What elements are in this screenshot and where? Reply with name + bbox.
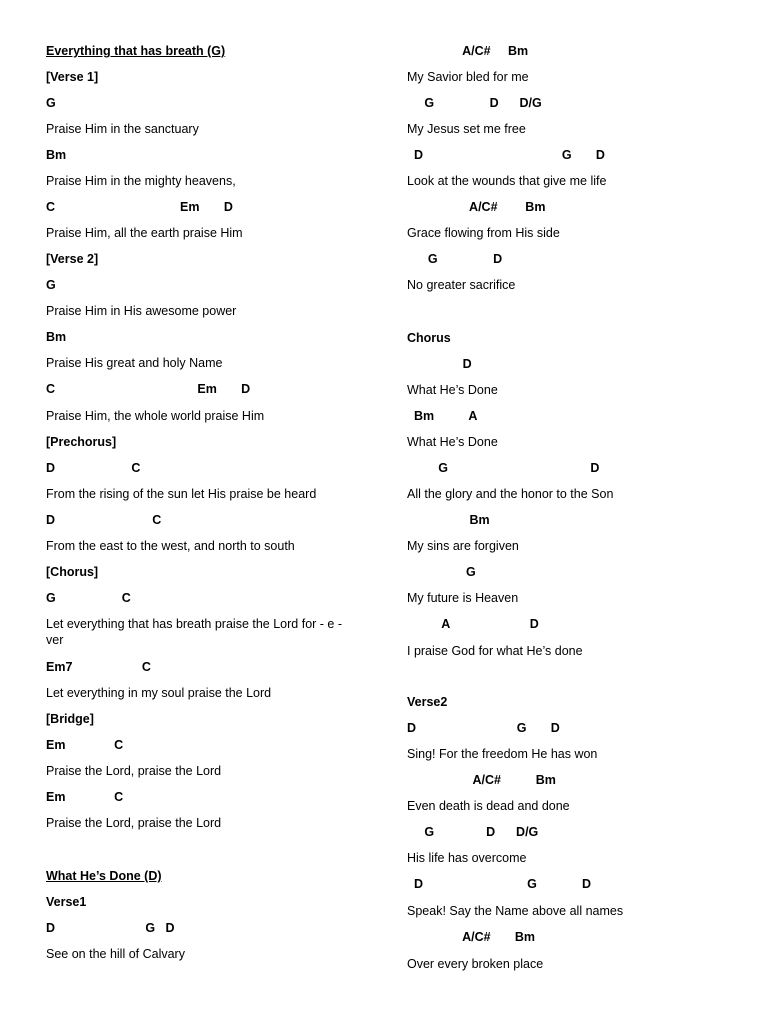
chord-line: A/C# Bm [407, 44, 529, 58]
lyric-line: Let everything in my soul praise the Lord [46, 686, 272, 700]
chord-line: Bm [407, 513, 490, 527]
lyric-line: Praise Him in the sanctuary [46, 122, 199, 136]
lyric-line: I praise God for what He’s done [407, 644, 583, 658]
title-line: Everything that has breath (G) [46, 44, 226, 58]
lyric-line: My sins are forgiven [407, 539, 519, 553]
chord-line: Em7 C [46, 660, 151, 674]
chord-line: Em C [46, 790, 124, 804]
chord-line: D C [46, 513, 162, 527]
chord-line: G D [407, 252, 503, 266]
chord-line: C Em D [46, 200, 233, 214]
lyric-line: All the glory and the honor to the Son [407, 487, 614, 501]
lyric-line: His life has overcome [407, 851, 527, 865]
lyric-line: From the rising of the sun let His praise be heard [46, 487, 317, 501]
lyric-line: Even death is dead and done [407, 799, 570, 813]
lyric-line: Let everything that has breath praise the Lord for - e - [46, 617, 343, 631]
lyric-line: No greater sacrifice [407, 278, 516, 292]
chord-line: Em C [46, 738, 124, 752]
chord-line: A D [407, 617, 539, 631]
lyric-line: What He’s Done [407, 435, 498, 449]
chord-line: D G D [407, 877, 592, 891]
lyric-line: Praise Him, the whole world praise Him [46, 409, 265, 423]
lyric-line: Sing! For the freedom He has won [407, 747, 598, 761]
heading-line: [Chorus] [46, 565, 99, 579]
chord-line: D [407, 357, 472, 371]
chord-line: Bm [46, 330, 67, 344]
chord-line: A/C# Bm [407, 773, 556, 787]
chord-line: A/C# Bm [407, 200, 546, 214]
lyric-line: Praise the Lord, praise the Lord [46, 764, 222, 778]
lyric-line: My future is Heaven [407, 591, 519, 605]
chord-line: D G D [46, 921, 175, 935]
lyric-line: What He’s Done [407, 383, 498, 397]
chord-line: G [46, 278, 56, 292]
chord-line: A/C# Bm [407, 930, 536, 944]
heading-line: Verse2 [407, 695, 448, 709]
lyric-line: Praise the Lord, praise the Lord [46, 816, 222, 830]
heading-line: [Bridge] [46, 712, 94, 726]
lyric-line: See on the hill of Calvary [46, 947, 185, 961]
lyric-line: Praise Him in the mighty heavens, [46, 174, 236, 188]
lyric-line: Praise His great and holy Name [46, 356, 223, 370]
chord-line: D G D [407, 148, 605, 162]
heading-line: [Verse 2] [46, 252, 99, 266]
lyric-line: My Savior bled for me [407, 70, 529, 84]
lyric-line: From the east to the west, and north to south [46, 539, 295, 553]
lyric-line: Praise Him, all the earth praise Him [46, 226, 243, 240]
chord-line: Bm [46, 148, 67, 162]
chord-line: G D D/G [407, 825, 539, 839]
lyric-line: Grace flowing from His side [407, 226, 560, 240]
chord-line: D C [46, 461, 141, 475]
lyric-line: Over every broken place [407, 957, 544, 971]
heading-line: Verse1 [46, 895, 87, 909]
lyric-line: Look at the wounds that give me life [407, 174, 607, 188]
chord-line: G [46, 96, 56, 110]
lyric-line: Speak! Say the Name above all names [407, 904, 624, 918]
chord-line: G D [407, 461, 600, 475]
heading-line: Chorus [407, 331, 451, 345]
chord-line: G [407, 565, 476, 579]
title-line: What He’s Done (D) [46, 869, 162, 883]
lyric-line: ver [46, 633, 64, 647]
chord-line: G D D/G [407, 96, 542, 110]
heading-line: [Prechorus] [46, 435, 117, 449]
chord-line: C Em D [46, 382, 251, 396]
lyric-line: Praise Him in His awesome power [46, 304, 237, 318]
chord-line: Bm A [407, 409, 478, 423]
chord-line: D G D [407, 721, 560, 735]
heading-line: [Verse 1] [46, 70, 99, 84]
chord-line: G C [46, 591, 131, 605]
lyric-line: My Jesus set me free [407, 122, 526, 136]
